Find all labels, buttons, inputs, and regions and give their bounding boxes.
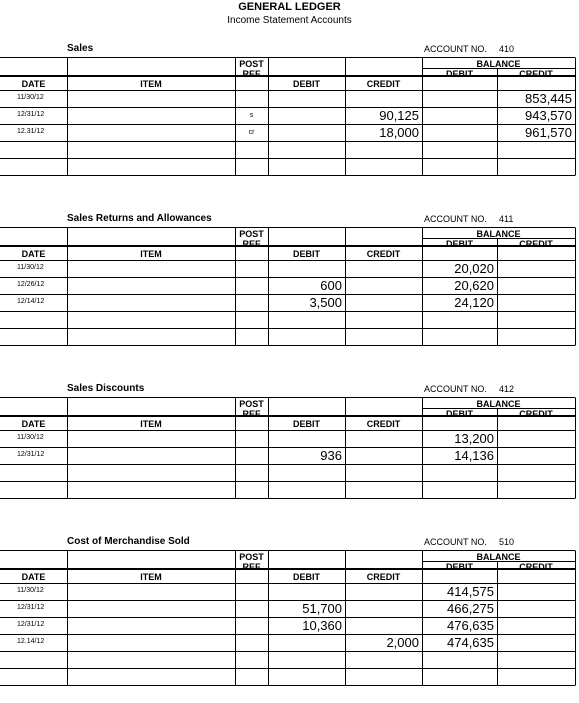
entry-credit: 18,000 [379,125,419,140]
entry-balance-debit: 20,020 [454,261,494,276]
entry-debit: 51,700 [302,601,342,616]
header-credit: CREDIT [366,249,401,259]
entry-date: 12.14/12 [17,638,45,645]
header-credit: CREDIT [366,572,401,582]
account-number: 411 [499,214,514,224]
header-balance: BALANCE [476,399,521,409]
header-balance-credit: CREDIT [519,562,553,572]
account-number: 410 [499,44,515,54]
entry-balance-debit: 24,120 [454,295,494,310]
header-balance-debit: DEBIT [446,69,473,79]
header-balance: BALANCE [476,59,521,69]
header-post: POST [239,59,264,69]
entry-balance-credit: 853,445 [525,91,572,106]
entry-date: 12.31/12 [17,128,45,135]
header-balance-credit: CREDIT [519,69,553,79]
ledger-account [0,213,579,347]
header-post: POST [239,399,264,409]
account-name: Cost of Merchandise Sold [67,536,190,547]
ledger-grid [0,397,579,499]
account-number-label: ACCOUNT NO. [424,44,487,54]
header-item: ITEM [140,79,162,89]
header-balance: BALANCE [476,229,521,239]
header-post: POST [239,552,264,562]
ledger-grid [0,550,579,686]
header-item: ITEM [140,249,162,259]
ledger-account [0,43,579,177]
entry-debit: 10,360 [302,618,342,633]
entry-date: 12/31/12 [17,451,45,458]
account-number: 412 [499,384,515,394]
entry-debit: 936 [320,448,342,463]
entry-date: 12/26/12 [17,281,45,288]
entry-credit: 90,125 [379,108,419,123]
header-debit: DEBIT [293,249,320,259]
header-date: DATE [21,249,46,259]
header-debit: DEBIT [293,419,320,429]
entry-date: 12/31/12 [17,111,45,118]
header-balance-credit: CREDIT [519,409,553,419]
header-balance: BALANCE [476,552,521,562]
entry-balance-debit: 474,635 [447,635,494,650]
page-title: GENERAL LEDGER [238,1,341,13]
header-ref: REF [242,239,261,249]
entry-balance-credit: 961,570 [525,125,572,140]
header-credit: CREDIT [366,79,401,89]
page-subtitle: Income Statement Accounts [227,15,352,26]
header-date: DATE [21,79,46,89]
header-ref: REF [242,69,261,79]
header-ref: REF [242,409,261,419]
header-debit: DEBIT [293,572,320,582]
account-name: Sales Discounts [67,383,145,394]
header-debit: DEBIT [293,79,320,89]
header-balance-debit: DEBIT [446,239,473,249]
entry-balance-debit: 13,200 [454,431,494,446]
account-name: Sales [67,43,94,54]
header-post: POST [239,229,264,239]
entry-debit: 3,500 [309,295,342,310]
header-date: DATE [21,572,46,582]
account-number-label: ACCOUNT NO. [424,537,487,547]
header-balance-debit: DEBIT [446,409,473,419]
ledger-grid [0,57,579,176]
account-name: Sales Returns and Allowances [67,213,212,224]
header-balance-credit: CREDIT [519,239,553,249]
entry-date: 11/30/12 [17,264,44,271]
ledger-grid [0,227,579,346]
entry-balance-debit: 476,635 [447,618,494,633]
entry-balance-credit: 943,570 [525,108,572,123]
header-item: ITEM [140,572,162,582]
entry-post-ref: s [249,112,254,119]
header-date: DATE [21,419,46,429]
account-number: 510 [499,537,515,547]
header-credit: CREDIT [366,419,401,429]
entry-date: 12/31/12 [17,621,45,628]
entry-debit: 600 [320,278,342,293]
entry-balance-debit: 14,136 [454,448,494,463]
entry-date: 11/30/12 [17,94,44,101]
entry-credit: 2,000 [386,635,419,650]
entry-date: 12/31/12 [17,604,45,611]
entry-balance-debit: 466,275 [447,601,494,616]
entry-balance-debit: 414,575 [447,584,494,599]
account-number-label: ACCOUNT NO. [424,214,487,224]
entry-post-ref: cr [248,129,255,136]
entry-balance-debit: 20,620 [454,278,494,293]
entry-date: 11/30/12 [17,587,44,594]
ledger-account [0,383,579,500]
ledger-account [0,536,579,687]
entry-date: 11/30/12 [17,434,44,441]
header-balance-debit: DEBIT [446,562,473,572]
entry-date: 12/14/12 [17,298,45,305]
header-ref: REF [242,562,261,572]
header-item: ITEM [140,419,162,429]
account-number-label: ACCOUNT NO. [424,384,487,394]
